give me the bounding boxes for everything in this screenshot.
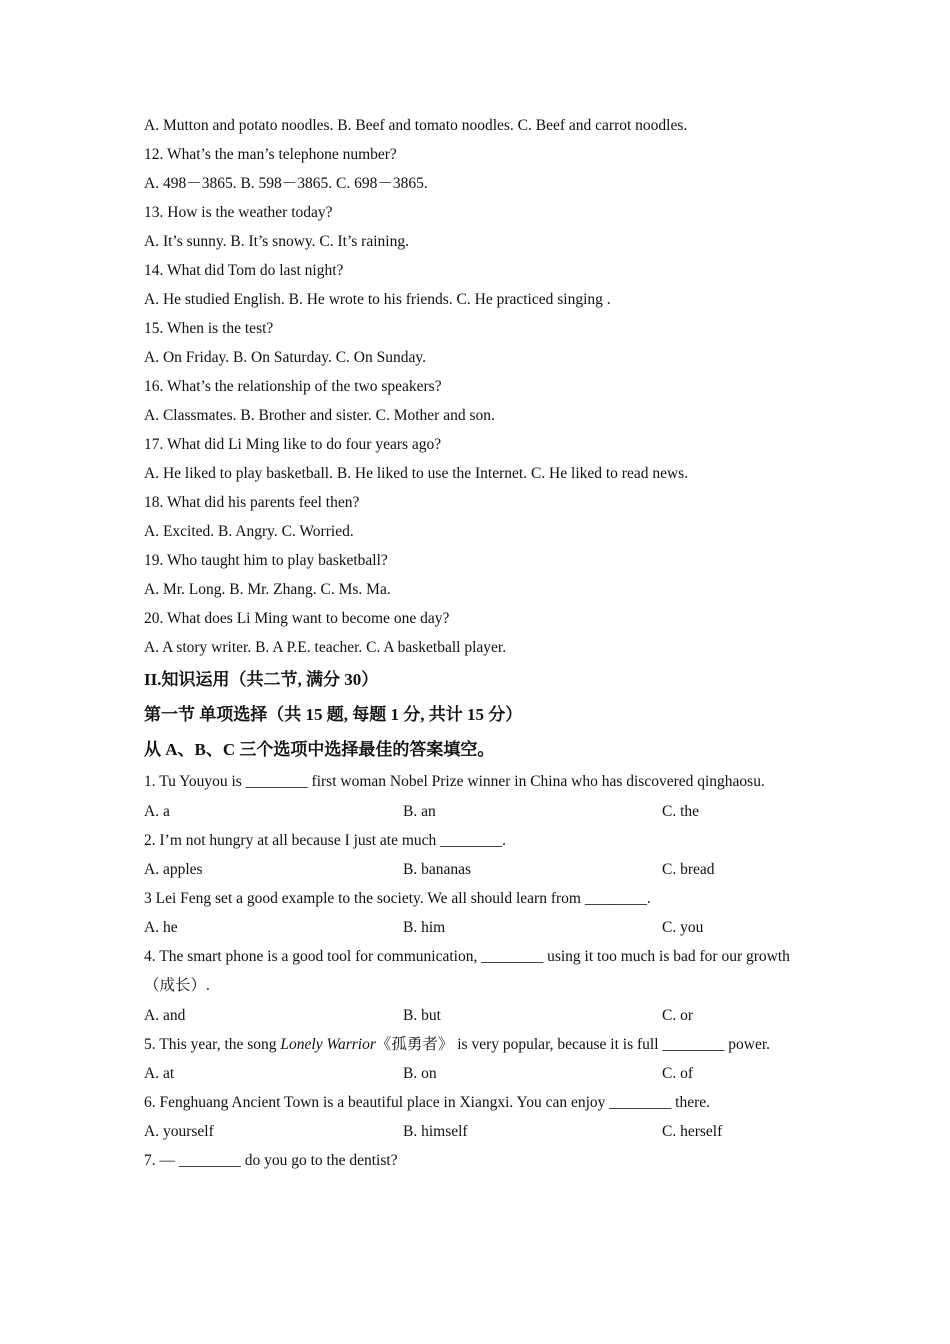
option-b: B. him — [403, 918, 446, 936]
option-a: A. and — [144, 1006, 186, 1024]
option-b: B. himself — [403, 1123, 468, 1140]
option-b: B. but — [403, 1006, 441, 1024]
question-16: 16. What’s the relationship of the two speakers? — [144, 378, 442, 395]
mc-options-3 — [144, 913, 804, 942]
mc-question-3: 3 Lei Feng set a good example to the society. We all should learn from ________. — [144, 889, 651, 907]
mc-options-5 — [144, 1059, 804, 1088]
section-title: II.知识运用（共二节, 满分 30） — [144, 670, 379, 689]
answer-options-17: A. He liked to play basketball. B. He liked to use the Internet. C. He liked to read news. — [144, 465, 689, 482]
question-5-prefix: 5. This year, the song — [144, 1035, 281, 1053]
option-b: B. bananas — [403, 860, 472, 878]
mc-question-6: 6. Fenghuang Ancient Town is a beautiful place in Xiangxi. You can enjoy ________ there. — [144, 1094, 710, 1111]
option-b: B. on — [403, 1065, 437, 1082]
mc-options-4 — [144, 1001, 804, 1030]
question-20: 20. What does Li Ming want to become one day? — [144, 610, 450, 627]
answer-options-12: A. 498－3865. B. 598－3865. C. 698－3865. — [144, 175, 428, 192]
option-c: C. or — [662, 1006, 693, 1024]
option-c: C. bread — [662, 860, 715, 878]
answer-options-13: A. It’s sunny. B. It’s snowy. C. It’s raining. — [144, 233, 409, 250]
option-a: A. a — [144, 802, 170, 820]
question-13: 13. How is the weather today? — [144, 204, 333, 221]
option-c: C. the — [662, 802, 700, 820]
song-title: Lonely Warrior — [280, 1035, 376, 1053]
instruction: 从 A、B、C 三个选项中选择最佳的答案填空。 — [144, 740, 495, 759]
question-5-suffix: 《孤勇者》 is very popular, because it is full ________ power. — [375, 1035, 771, 1053]
question-19: 19. Who taught him to play basketball? — [144, 552, 388, 569]
mc-options-2 — [144, 855, 804, 884]
option-a: A. yourself — [144, 1123, 214, 1140]
mc-options-1 — [144, 797, 804, 826]
page-content — [144, 111, 804, 1175]
answer-options-19: A. Mr. Long. B. Mr. Zhang. C. Ms. Ma. — [144, 581, 391, 598]
option-a: A. apples — [144, 860, 203, 878]
answer-options-18: A. Excited. B. Angry. C. Worried. — [144, 523, 354, 540]
option-b: B. an — [403, 802, 436, 820]
option-a: A. he — [144, 918, 178, 936]
option-c: C. herself — [662, 1123, 723, 1140]
mc-question-5 — [144, 1030, 804, 1060]
question-12: 12. What’s the man’s telephone number? — [144, 146, 397, 163]
answer-options-14: A. He studied English. B. He wrote to his friends. C. He practiced singing . — [144, 291, 611, 308]
answer-options-20: A. A story writer. B. A P.E. teacher. C. A basketball player. — [144, 639, 507, 656]
option-c: C. you — [662, 918, 704, 936]
question-15: 15. When is the test? — [144, 320, 274, 337]
mc-question-7: 7. — ________ do you go to the dentist? — [144, 1152, 398, 1169]
option-a: A. at — [144, 1065, 175, 1082]
answer-options-11: A. Mutton and potato noodles. B. Beef and tomato noodles. C. Beef and carrot noodles. — [144, 117, 688, 134]
question-14: 14. What did Tom do last night? — [144, 262, 344, 279]
mc-question-4: 4. The smart phone is a good tool for communication, ________ using it too much is bad for our growth（成长）. — [144, 947, 790, 994]
answer-options-16: A. Classmates. B. Brother and sister. C. Mother and son. — [144, 407, 495, 424]
question-17: 17. What did Li Ming like to do four years ago? — [144, 436, 442, 453]
question-18: 18. What did his parents feel then? — [144, 494, 360, 511]
option-c: C. of — [662, 1065, 693, 1082]
mc-question-2: 2. I’m not hungry at all because I just ate much ________. — [144, 831, 507, 849]
mc-options-6 — [144, 1117, 804, 1146]
part-title: 第一节 单项选择（共 15 题, 每题 1 分, 共计 15 分） — [144, 705, 523, 724]
mc-question-1: 1. Tu Youyou is ________ first woman Nobel Prize winner in China who has discovered qinghaosu. — [144, 773, 765, 790]
answer-options-15: A. On Friday. B. On Saturday. C. On Sunday. — [144, 349, 426, 366]
